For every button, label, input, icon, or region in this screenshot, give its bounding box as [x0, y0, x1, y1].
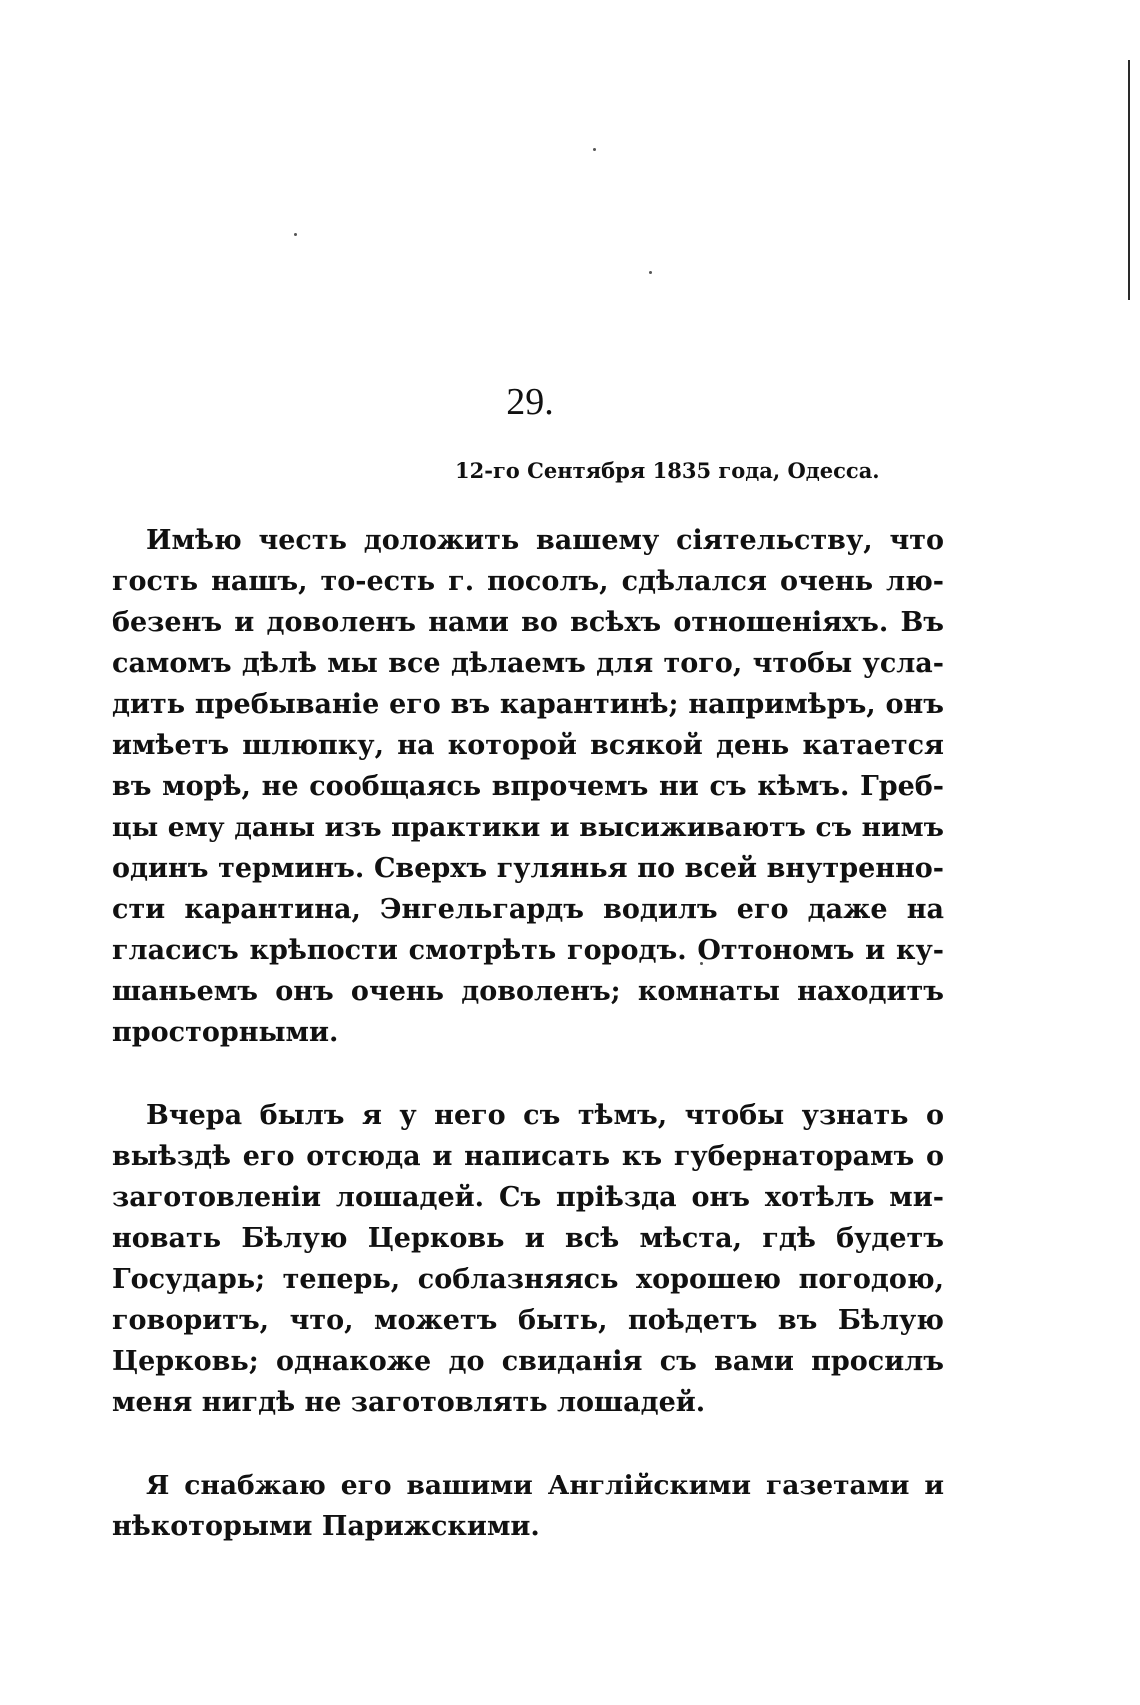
- text-line: гласисъ крѣпости смотрѣть городъ. Оттономъ и ку-: [112, 935, 944, 966]
- text-line: сти карантина, Энгельгардъ водилъ его даже на: [112, 894, 944, 925]
- letter-dateline: 12-го Сентября 1835 года, Одесса.: [455, 458, 880, 483]
- letter-number: 29.: [506, 381, 554, 423]
- scan-speck: [649, 271, 652, 274]
- text-line: гость нашъ, то-есть г. посолъ, сдѣлался очень лю-: [112, 566, 944, 597]
- text-line: цы ему даны изъ практики и высиживаютъ съ нимъ: [112, 812, 944, 843]
- text-line: шаньемъ онъ очень доволенъ; комнаты находитъ: [112, 976, 944, 1007]
- paragraph-2: [112, 1095, 944, 1423]
- text-line: Я снабжаю его вашими Англійскими газетами и: [146, 1470, 944, 1501]
- text-line: нѣкоторыми Парижскими.: [112, 1511, 540, 1542]
- text-line: Вчера былъ я у него съ тѣмъ, чтобы узнать о: [146, 1100, 944, 1131]
- text-line: Имѣю честь доложить вашему сіятельству, что: [146, 525, 944, 556]
- text-line: въ морѣ, не сообщаясь впрочемъ ни съ кѣмъ. Греб-: [112, 771, 944, 802]
- text-line: говоритъ, что, можетъ быть, поѣдетъ въ Бѣлую: [112, 1305, 944, 1336]
- text-line: Государь; теперь, соблазняясь хорошею погодою,: [112, 1264, 944, 1295]
- text-line: самомъ дѣлѣ мы все дѣлаемъ для того, чтобы усла-: [112, 648, 944, 679]
- page-edge-line: [1128, 60, 1130, 300]
- text-line: меня нигдѣ не заготовлять лошадей.: [112, 1387, 706, 1418]
- text-line: просторными.: [112, 1017, 339, 1048]
- text-line: новать Бѣлую Церковь и всѣ мѣста, гдѣ будетъ: [112, 1223, 944, 1254]
- text-line: Церковь; однакоже до свиданія съ вами просилъ: [112, 1346, 944, 1377]
- scan-speck: [593, 148, 596, 151]
- paragraph-1: [112, 520, 944, 1053]
- text-line: заготовленіи лошадей. Съ пріѣзда онъ хотѣлъ ми-: [112, 1182, 944, 1213]
- text-line: имѣетъ шлюпку, на которой всякой день катается: [112, 730, 944, 761]
- letter-body: [112, 520, 944, 1547]
- text-line: дить пребываніе его въ карантинѣ; напримѣръ, онъ: [112, 689, 944, 720]
- text-line: выѣздѣ его отсюда и написать къ губернаторамъ о: [112, 1141, 944, 1172]
- scan-speck: [294, 233, 297, 236]
- paragraph-3: [112, 1465, 944, 1547]
- text-line: безенъ и доволенъ нами во всѣхъ отношеніяхъ. Въ: [112, 607, 944, 638]
- text-line: одинъ терминъ. Сверхъ гулянья по всей внутренно-: [112, 853, 944, 884]
